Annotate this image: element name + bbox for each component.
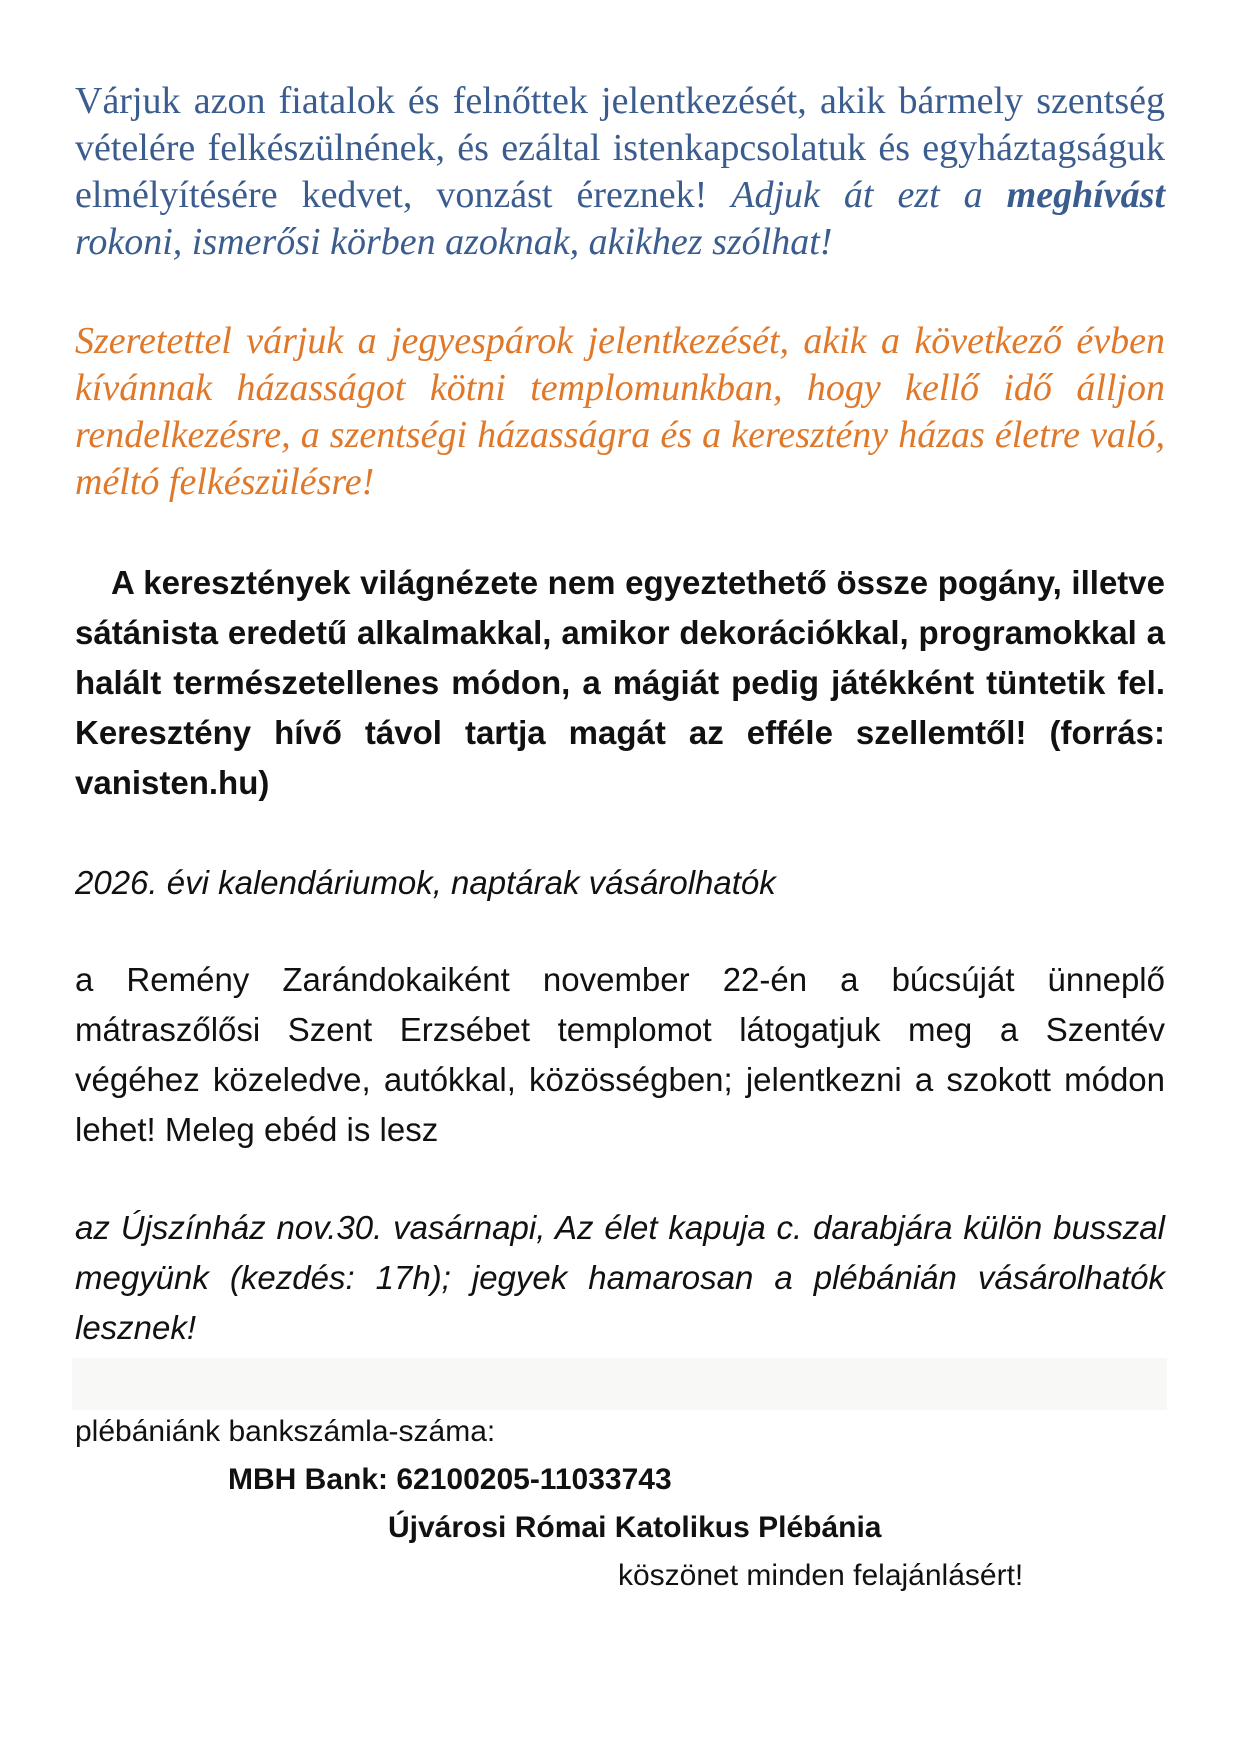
bank-account: MBH Bank: 62100205-11033743 bbox=[228, 1463, 672, 1496]
bank-highlight-box bbox=[72, 1358, 1167, 1410]
theatre-paragraph: az Újszínház nov.30. vasárnapi, Az élet kapuja c. darabjára külön busszal megyünk (kezdés: 17h); jegyek hamarosan a plébánián vásárolhatók lesznek! bbox=[75, 1209, 1165, 1346]
bank-holder: Újvárosi Római Katolikus Plébánia bbox=[388, 1511, 882, 1544]
invitation-text: Várjuk azon fiatalok és felnőttek jelentkezését, akik bármely szentség vételére felkészülnének, és ezáltal istenkapcsolatuk és egyháztagságuk elmélyítésére kedvet, vonzást éreznek! bbox=[75, 80, 1165, 216]
invitation-italic-text: Adjuk át ezt a bbox=[731, 174, 1007, 216]
bank-thanks: köszönet minden felajánlásért! bbox=[618, 1559, 1024, 1592]
pilgrimage-paragraph: a Remény Zarándokaiként november 22-én a búcsúját ünneplő mátraszőlősi Szent Erzsébet templomot látogatjuk meg a Szentév végéhez közeledve, autókkal, közösségben; jelentkezni a szokott módon lehet! Meleg ebéd is lesz bbox=[75, 961, 1165, 1148]
bank-label: plébániánk bankszámla-száma: bbox=[75, 1415, 496, 1448]
invitation-bold-word: meghívást bbox=[1006, 174, 1165, 216]
engaged-couples-paragraph: Szeretettel várjuk a jegyespárok jelentkezését, akik a következő évben kívánnak házasságot kötni templomunkban, hogy kellő idő álljon rendelkezésre, a szentségi házasságra és a keresztény házas életre való, méltó felkészülésre! bbox=[75, 320, 1165, 503]
halloween-warning-paragraph: A keresztények világnézete nem egyeztethető össze pogány, illetve sátánista eredetű alkalmakkal, amikor dekorációkkal, programokkal a halált természetellenes módon, a mágiát pedig játékként tüntetik fel. Keresztény hívő távol tartja magát az efféle szellemtől! (forrás: vanisten.hu) bbox=[75, 564, 1165, 801]
invitation-paragraph bbox=[75, 78, 1165, 266]
invitation-italic-text-end: rokoni, ismerősi körben azoknak, akikhez szólhat! bbox=[75, 221, 833, 263]
calendars-notice: 2026. évi kalendáriumok, naptárak vásárolhatók bbox=[75, 864, 776, 901]
